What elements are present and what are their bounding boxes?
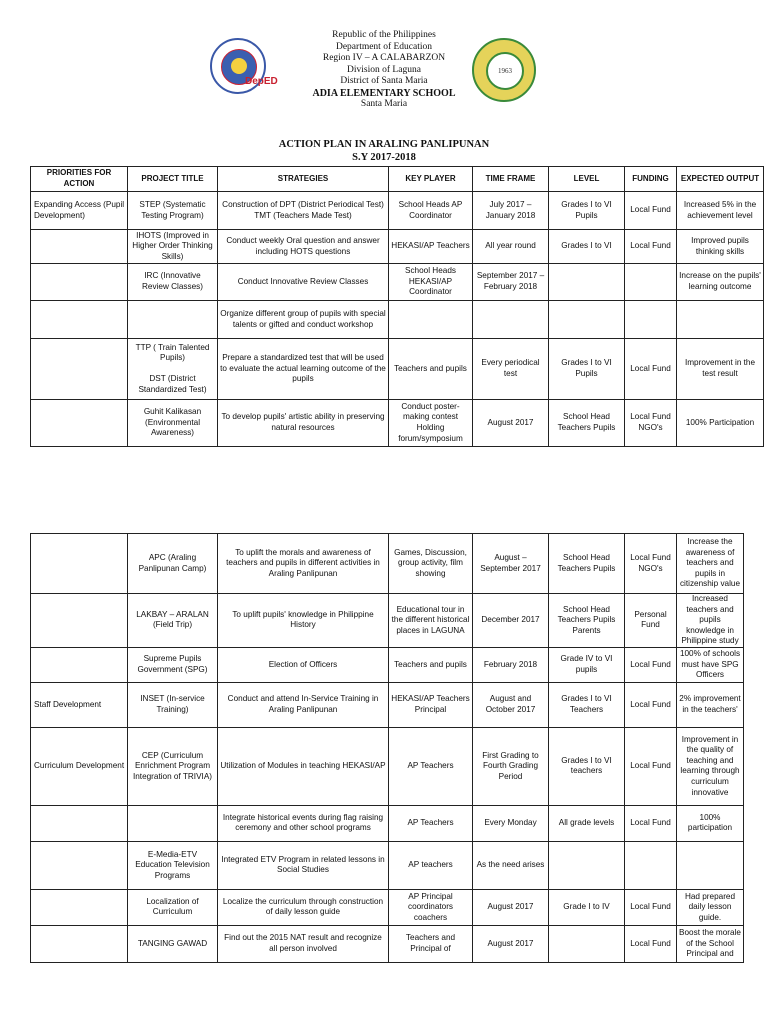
action-plan-table-page-1 <box>30 166 764 447</box>
cell-level: Grade IV to VI pupils <box>549 647 625 682</box>
school-name: ADIA ELEMENTARY SCHOOL <box>312 87 456 99</box>
cell-time-frame: February 2018 <box>473 647 549 682</box>
cell-priority <box>31 594 128 648</box>
cell-time-frame: August – September 2017 <box>473 534 549 594</box>
cell-priority <box>31 841 128 889</box>
header-project-title: PROJECT TITLE <box>128 167 218 192</box>
cell-funding: Local Fund <box>625 805 677 841</box>
cell-key-player: HEKASI/AP Teachers <box>389 230 473 264</box>
cell-level <box>549 301 625 339</box>
cell-priority: Expanding Access (Pupil Development) <box>31 192 128 230</box>
cell-funding: Local Fund NGO's <box>625 534 677 594</box>
cell-expected-output <box>677 301 764 339</box>
cell-priority <box>31 534 128 594</box>
cell-time-frame: December 2017 <box>473 594 549 648</box>
cell-level: Grades I to VI Pupils <box>549 339 625 400</box>
table-row <box>31 841 744 889</box>
title-line-2: S.Y 2017-2018 <box>352 151 416 163</box>
cell-funding: Local Fund NGO's <box>625 400 677 447</box>
cell-key-player: Teachers and pupils <box>389 647 473 682</box>
town-line: Santa Maria <box>360 99 408 109</box>
cell-expected-output: Increase the awareness of teachers and pupils in citizenship value <box>677 534 744 594</box>
cell-priority <box>31 889 128 925</box>
cell-strategy: Localize the curriculum through construction of daily lesson guide <box>218 889 389 925</box>
cell-funding: Personal Fund <box>625 594 677 648</box>
cell-level <box>549 264 625 301</box>
region-line: Region IV – A CALABARZON <box>322 53 446 63</box>
cell-strategy: Prepare a standardized test that will be used to evaluate the actual learning outcome of the pupils <box>218 339 389 400</box>
cell-strategy: Construction of DPT (District Periodical Test) TMT (Teachers Made Test) <box>218 192 389 230</box>
table-row <box>31 534 744 594</box>
header-level: LEVEL <box>549 167 625 192</box>
cell-key-player: School Heads AP Coordinator <box>389 192 473 230</box>
cell-level: School Head Teachers Pupils <box>549 534 625 594</box>
cell-time-frame: July 2017 – January 2018 <box>473 192 549 230</box>
cell-priority <box>31 805 128 841</box>
cell-key-player: AP teachers <box>389 841 473 889</box>
cell-time-frame: Every Monday <box>473 805 549 841</box>
cell-key-player: Games, Discussion, group activity, film showing <box>389 534 473 594</box>
cell-project-title: APC (Araling Panlipunan Camp) <box>128 534 218 594</box>
cell-strategy: Election of Officers <box>218 647 389 682</box>
cell-expected-output: Improvement in the quality of teaching and learning through curriculum innovative <box>677 727 744 805</box>
cell-priority: Curriculum Development <box>31 727 128 805</box>
header-strategies: STRATEGIES <box>218 167 389 192</box>
school-seal-year: 1963 <box>486 52 524 90</box>
table-body-page-1 <box>31 192 764 447</box>
cell-key-player: HEKASI/AP Teachers Principal <box>389 682 473 727</box>
cell-strategy: Find out the 2015 NAT result and recognize all person involved <box>218 925 389 962</box>
cell-expected-output: Increase on the pupils' learning outcome <box>677 264 764 301</box>
cell-strategy: Integrate historical events during flag raising ceremony and other school programs <box>218 805 389 841</box>
header-funding: FUNDING <box>625 167 677 192</box>
cell-key-player: Teachers and Principal of <box>389 925 473 962</box>
deped-logo: DepED <box>245 76 278 87</box>
cell-level: School Head Teachers Pupils Parents <box>549 594 625 648</box>
cell-key-player: Teachers and pupils <box>389 339 473 400</box>
cell-project-title: TTP ( Train Talented Pupils) DST (District Standardized Test) <box>128 339 218 400</box>
cell-expected-output: Increased teachers and pupils knowledge in Philippine study <box>677 594 744 648</box>
cell-project-title: STEP (Systematic Testing Program) <box>128 192 218 230</box>
district-line: District of Santa Maria <box>340 76 428 86</box>
cell-expected-output: 100% of schools must have SPG Officers <box>677 647 744 682</box>
cell-key-player: School Heads HEKASI/AP Coordinator <box>389 264 473 301</box>
cell-funding: Local Fund <box>625 339 677 400</box>
cell-expected-output: 100% Participation <box>677 400 764 447</box>
table-row <box>31 889 744 925</box>
cell-project-title: Supreme Pupils Government (SPG) <box>128 647 218 682</box>
cell-expected-output: Improved pupils thinking skills <box>677 230 764 264</box>
cell-project-title: Guhit Kalikasan (Environmental Awareness) <box>128 400 218 447</box>
cell-priority <box>31 230 128 264</box>
cell-funding: Local Fund <box>625 727 677 805</box>
table-row <box>31 230 764 264</box>
cell-strategy: Utilization of Modules in teaching HEKASI/AP <box>218 727 389 805</box>
cell-level: Grades I to VI teachers <box>549 727 625 805</box>
cell-project-title: IRC (Innovative Review Classes) <box>128 264 218 301</box>
cell-time-frame <box>473 301 549 339</box>
cell-project-title: TANGING GAWAD <box>128 925 218 962</box>
cell-expected-output: Had prepared daily lesson guide. <box>677 889 744 925</box>
cell-funding: Local Fund <box>625 230 677 264</box>
header-priorities: PRIORITIES FOR ACTION <box>31 167 128 192</box>
cell-expected-output: Increased 5% in the achievement level <box>677 192 764 230</box>
cell-expected-output <box>677 841 744 889</box>
cell-time-frame: September 2017 – February 2018 <box>473 264 549 301</box>
cell-level: Grades I to VI <box>549 230 625 264</box>
cell-funding: Local Fund <box>625 889 677 925</box>
cell-time-frame: First Grading to Fourth Grading Period <box>473 727 549 805</box>
cell-expected-output: 2% improvement in the teachers' <box>677 682 744 727</box>
republic-line: Republic of the Philippines <box>332 30 436 40</box>
title-line-1: ACTION PLAN IN ARALING PANLIPUNAN <box>278 139 490 150</box>
cell-time-frame: August and October 2017 <box>473 682 549 727</box>
cell-priority <box>31 647 128 682</box>
cell-priority <box>31 925 128 962</box>
cell-funding <box>625 264 677 301</box>
table-body-page-2 <box>31 534 744 963</box>
cell-key-player: Educational tour in the different historical places in LAGUNA <box>389 594 473 648</box>
cell-project-title: INSET (In-service Training) <box>128 682 218 727</box>
division-line: Division of Laguna <box>347 64 421 75</box>
cell-time-frame: August 2017 <box>473 400 549 447</box>
cell-project-title: Localization of Curriculum <box>128 889 218 925</box>
cell-expected-output: Improvement in the test result <box>677 339 764 400</box>
cell-funding: Local Fund <box>625 682 677 727</box>
cell-funding <box>625 301 677 339</box>
cell-strategy: Conduct weekly Oral question and answer including HOTS questions <box>218 230 389 264</box>
cell-project-title <box>128 301 218 339</box>
cell-level <box>549 925 625 962</box>
table-row <box>31 400 764 447</box>
cell-priority: Staff Development <box>31 682 128 727</box>
cell-time-frame: All year round <box>473 230 549 264</box>
cell-key-player <box>389 301 473 339</box>
cell-strategy: Conduct and attend In-Service Training in Araling Panlipunan <box>218 682 389 727</box>
cell-priority <box>31 339 128 400</box>
cell-funding: Local Fund <box>625 647 677 682</box>
cell-time-frame: Every periodical test <box>473 339 549 400</box>
cell-project-title: CEP (Curriculum Enrichment Program Integration of TRIVIA) <box>128 727 218 805</box>
cell-key-player: AP Teachers <box>389 805 473 841</box>
cell-strategy: To uplift pupils' knowledge in Philippine History <box>218 594 389 648</box>
cell-funding: Local Fund <box>625 925 677 962</box>
cell-strategy: Integrated ETV Program in related lessons in Social Studies <box>218 841 389 889</box>
cell-strategy: To develop pupils' artistic ability in preserving natural resources <box>218 400 389 447</box>
cell-level <box>549 841 625 889</box>
table-row <box>31 192 764 230</box>
cell-priority <box>31 400 128 447</box>
table-header-row <box>31 167 764 192</box>
cell-expected-output: Boost the morale of the School Principal and <box>677 925 744 962</box>
table-row <box>31 727 744 805</box>
department-line: Department of Education <box>335 41 433 52</box>
cell-priority <box>31 264 128 301</box>
cell-level: Grades I to VI Pupils <box>549 192 625 230</box>
table-row <box>31 647 744 682</box>
cell-level: Grades I to VI Teachers <box>549 682 625 727</box>
cell-strategy: To uplift the morals and awareness of teachers and pupils in different activities in Araling Panlipunan <box>218 534 389 594</box>
header-time-frame: TIME FRAME <box>473 167 549 192</box>
table-row <box>31 682 744 727</box>
cell-level: All grade levels <box>549 805 625 841</box>
cell-project-title: LAKBAY – ARALAN (Field Trip) <box>128 594 218 648</box>
cell-funding <box>625 841 677 889</box>
cell-project-title: IHOTS (Improved in Higher Order Thinking Skills) <box>128 230 218 264</box>
cell-strategy: Organize different group of pupils with special talents or gifted and conduct workshop <box>218 301 389 339</box>
table-row <box>31 264 764 301</box>
cell-time-frame: August 2017 <box>473 925 549 962</box>
table-row <box>31 594 744 648</box>
header-expected-output: EXPECTED OUTPUT <box>677 167 764 192</box>
header-key-player: KEY PLAYER <box>389 167 473 192</box>
cell-expected-output: 100% participation <box>677 805 744 841</box>
cell-key-player: AP Teachers <box>389 727 473 805</box>
cell-key-player: Conduct poster-making contest Holding forum/symposium <box>389 400 473 447</box>
cell-level: Grade I to IV <box>549 889 625 925</box>
cell-funding: Local Fund <box>625 192 677 230</box>
cell-strategy: Conduct Innovative Review Classes <box>218 264 389 301</box>
table-row <box>31 805 744 841</box>
cell-level: School Head Teachers Pupils <box>549 400 625 447</box>
table-row <box>31 301 764 339</box>
cell-key-player: AP Principal coordinators coachers <box>389 889 473 925</box>
cell-time-frame: August 2017 <box>473 889 549 925</box>
table-row <box>31 925 744 962</box>
action-plan-table-page-2 <box>30 533 744 963</box>
letterhead <box>0 30 768 111</box>
cell-project-title <box>128 805 218 841</box>
cell-priority <box>31 301 128 339</box>
document-title <box>0 139 768 164</box>
table-row <box>31 339 764 400</box>
cell-time-frame: As the need arises <box>473 841 549 889</box>
cell-project-title: E-Media-ETV Education Television Programs <box>128 841 218 889</box>
